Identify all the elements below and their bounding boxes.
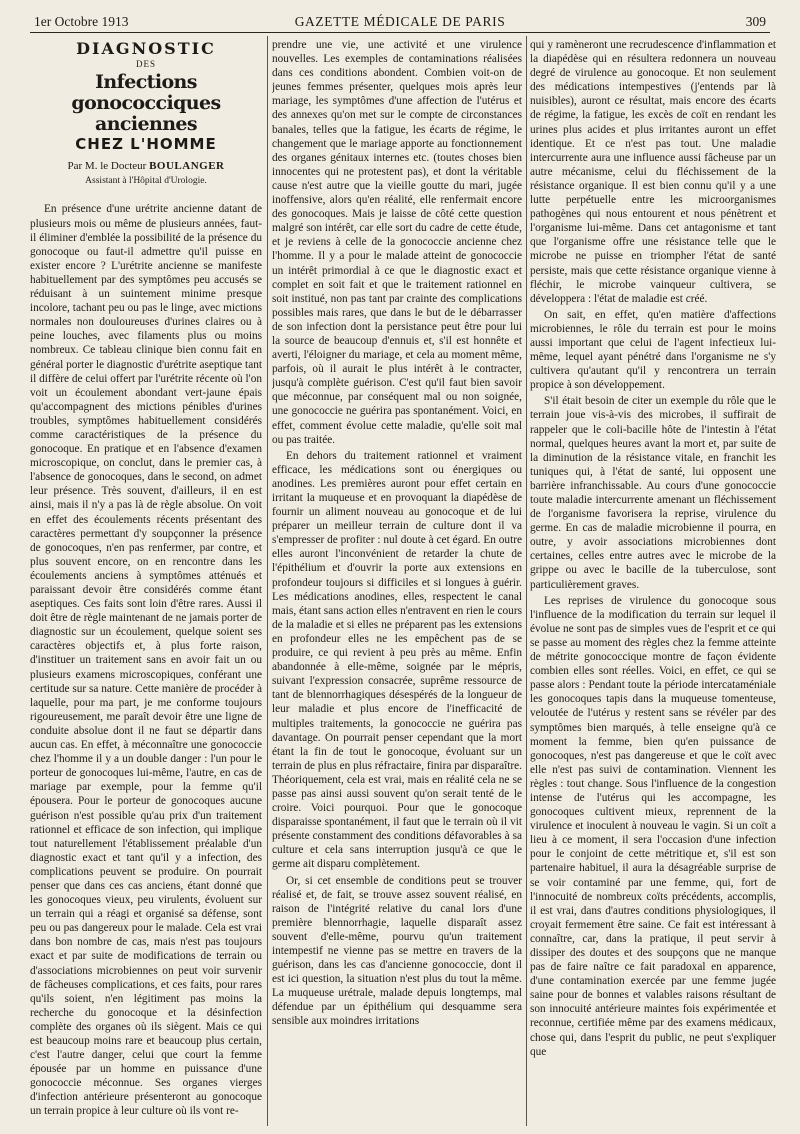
column-3 — [530, 38, 776, 1128]
column-1 — [30, 38, 262, 1128]
paragraph: En dehors du traitement rationnel et vraiment efficace, les médications sont ou énergiques ou anodines. Les premières auront pour effet certain en irritant la muqueuse et en provoquant la diapédèse de fournir un aliment nouveau au gonocoque et de lui préparer un meilleur terrain de culture dont il va s'empresser de profiter : nul doute à cet égard. En outre elles auront l'inconvénient de retarder la chute de l'épithélium et d'ouvrir la porte aux extensions en profondeur toujours si difficiles et si longues à guérir. Les médications anodines, elles, respectent le canal mais, étant sans action elles n'entravent en rien le cours de la maladie et si elles ne préparent pas les extensions en profondeur elles ne les empêchent pas de se produire, ce qui revient à peu près au même. Enfin abandonnée à elle-même, soignée par le mépris, suivant l'expression consacrée, suprême ressource de tant de blennorrhagiques désespérés de la longueur de leur maladie et plus encore de l'inefficacité de multiples traitements, la gonococcie ne guérira pas davantage. On pourrait penser cependant que la mort étant la fin de tout le gonocoque, évoluant sur un terrain de plus en plus réfractaire, finira par disparaître. Théoriquement, cela est vrai, mais en réalité cela ne se passe pas ainsi aussi souvent qu'on serait tenté de le croire. Voici pourquoi. Pour que le gonocoque disparaisse spontanément, il faut que le terrain où il vit présente constamment des conditions défavorables à sa culture et cela sans interruption jusqu'à ce que le germe ait disparu complètement. — [272, 449, 522, 871]
paragraph: S'il était besoin de citer un exemple du rôle que le terrain joue vis-à-vis des microbes, il suffirait de rappeler que le coli-bacille hôte de l'intestin à l'état normal, quelques heures avant la mort et, par suite de la diminution de la résistance vitale, en franchit les tuniques qui, à l'état de santé, lui opposent une barrière infranchissable. Au cours d'une gonococcie toute maladie intercurrente amenant un fléchissement de l'organisme favorisera la reprise, virulence du germe. En cas de maladie microbienne il pourra, en outre, y avoir associations microbiennes dont certaines, celles entre autres avec le microbe de la grippe ou avec le bacille de la tuberculose, sont particulièrement graves. — [530, 395, 776, 591]
article-des: DES — [135, 59, 156, 70]
article-author — [30, 159, 262, 173]
article-title: Infections gonococciques anciennes — [71, 71, 221, 136]
article-title-block — [30, 39, 262, 188]
paragraph: Or, si cet ensemble de conditions peut se trouver réalisé et, de fait, se trouve assez souvent réalisé, en raison de l'intégrité relative du canal lors d'une première blennorrhagie, laquelle disparaît assez souvent d'elle-même, pourvu qu'un traitement intempestif ne vienne pas se mettre en travers de la guérison, dans les cas d'ancienne gonococcie, dont il est ici question, la situation n'est plus du tout la même. La muqueuse urétrale, malade depuis longtemps, mal défendue par un épithélium qui desquamme sera sensible aux moindres irritations — [272, 874, 522, 1028]
paragraph: En présence d'une urétrite ancienne datant de plusieurs mois ou même de plusieurs années, faut-il éliminer d'emblée la possibilité de la présence du gonocoque ou faut-il admettre qu'il puisse en exister encore ? L'urétrite ancienne se manifeste habituellement par des symptômes peu accusés se réduisant à un suintement minime presque incolore, tachant peu ou pas le linge, avec mictions normales non douloureuses d'urines claires ou à peine louches, avec filaments plus ou moins nombreux. Ce tableau clinique bien connu fait en général porter le diagnostic d'urétrite aseptique tant il diffère de celui offert par l'urétrite récente où l'on voit un écoulement abondant vert-jaune épais qu'accompagnent des mictions pénibles d'urines troubles, symptômes habituellement considérés comme caractéristiques de la présence du gonocoque. En pratique et en l'absence d'examen microscopique, on conclut, dans le premier cas, à l'absence de gonocoques, dans le second, on admet leur présence. Très souvent, d'ailleurs, il en est ainsi, mais il n'y a pas là de règle absolue. On voit en effet des écoulements récents présentant des caractères permettant d'y soupçonner la présence de gonocoques, n'en pas renfermer, par contre, et plus souvent encore, on en rencontre dans les écoulements anciens à symptômes atténués et paraissant devoir être considérés comme étant aseptiques. Ces faits sont loin d'être rares. Aussi il doit être de règle maintenant de ne jamais porter de diagnostic sur un écoulement, quelque soient ses caractères objectifs et, à plus forte raison, d'instituer un traitement sans en avoir fait un ou plusieurs examens microscopiques, conférant une certitude sur sa nature. Cette manière de procéder à laquelle, pour ma part, je me conforme toujours rigoureusement, me paraît devoir être une ligne de conduite absolue dont il ne faut se départir dans aucun cas. En effet, à méconnaître une gonococcie chez l'homme il y a un double danger : l'un pour le porteur de gonocoques lui-même, l'autre, en cas de mariage par exemple, pour la femme qu'il épousera. Pour le porteur de gonocoques aucune guérison n'est possible qu'au prix d'un traitement rationnel et efficace de son infection, qui implique tout naturellement l'établissement préalable d'un diagnostic exact et tant qu'il y a infection, des complications peuvent se produire. On pourrait penser que dans ces cas anciens, étant donné que les gonocoques vieux, peu virulents, évoluent sur un terrain qui a réagi et organisé sa défense, sont peu ou pas dangereux pour le malade. Cela est vrai dans bon nombre de cas, mais n'est pas toujours exact et par suite de modifications de terrain ou d'associations microbiennes on peut voir survenir de fâcheuses complications, et ces faits, pour rares qu'ils soient, n'en légitiment pas moins la recherche du gonocoque et la désinfection complète des organes où ils siègent. Mais ce qui est beaucoup moins rare et beaucoup plus certain, c'est l'autre danger, celui que court la femme épousée par un homme en puissance d'une gonococcie méconnue. Ses organes vierges d'infection antérieure présenteront au gonocoque un terrain propice à leur culture où ils vont re- — [30, 203, 262, 1118]
column-divider-1 — [267, 36, 268, 1126]
column-2 — [272, 38, 522, 1128]
publication-name: GAZETTE MÉDICALE DE PARIS — [294, 14, 506, 29]
issue-date: 1er Octobre 1913 — [34, 14, 129, 29]
article-kicker: DIAGNOSTIC — [76, 39, 216, 58]
page-number: 309 — [745, 14, 766, 29]
author-prefix: Par M. le Docteur — [67, 160, 147, 173]
header-rule — [30, 32, 770, 33]
paragraph: prendre une vie, une activité et une virulence nouvelles. Les exemples de contaminations réalisées dans ces conditions abondent. Combien voit-on de jeunes femmes présenter, quelques mois après leur mariage, les symptômes d'une affection de l'utérus et des annexes qu'on met sur le compte de circonstances banales, telles que la fatigue, les écarts de régime, le changement que le mariage apporte au fonctionnement des organes génitaux internes etc. (toutes choses bien innocentes qui ne protestent pas), et dont la véritable cause n'est autre que la vieille goutte du mari, jugée inoffensive, alors qu'en réalité, elle renfermait encore des gonocoques. Mais je laisse de côté cette question malgré son intérêt, car elle sort du cadre de cette étude, et je reviens à celle de la gonococcie ancienne chez l'homme. Il y a pour le malade atteint de gonococcie un intérêt primordial à ce que le diagnostic exact et complet en soit fait et que le traitement rationnel en soit institué, non pas tant par crainte des complications possibles mais rares, que dans le but de le débarrasser de son infection dont la persistance peut être pour lui la source de beaucoup d'ennuis et, s'il est honnête et averti, l'éloigner du mariage, et cela au moment même, parfois, où il aurait le plus intérêt à le contracter, jusqu'à complète guérison. C'est qu'il faut bien savoir que méconnue, par conséquent mal ou non soignée, une gonococcie ne guérira pas spontanément. Voici, en effet, comment évolue cette maladie, qu'elle soit mal ou pas traitée. — [272, 39, 522, 446]
article-subtitle: CHEZ L'HOMME — [75, 135, 217, 154]
column-divider-2 — [526, 36, 527, 1126]
paragraph: On sait, en effet, qu'en matière d'affections microbiennes, le rôle du terrain est pour le moins aussi important que celui de l'agent infectieux lui-même, lequel ayant pénétré dans l'organisme ne s'y cultivera qu'autant qu'il y rencontrera un terrain propice à son développement. — [530, 308, 776, 392]
paragraph: qui y ramèneront une recrudescence d'inflammation et la diapédèse qui en résultera redonnera un nouveau degré de virulence au gonocoque. Et non seulement des médications intempestives (j'entends par là nuisibles), auront ce résultat, mais encore des écarts de régime, la fatigue, les excès de coït en rendant les urines plus acides et plus irritantes auront un effet identique. Et ce n'est pas tout. Une maladie intercurrente aura une influence aussi fâcheuse par un autre mécanisme, celui du fléchissement de la résistance organique. Il est bien connu qu'il y a une lutte perpétuelle entre les microorganismes pathogènes qui nous entourent et nous pénètrent et l'organisme lui-même. Dans cet antagonisme et tant que l'organisme offre une résistance telle que le microbe ne puisse en triompher l'état de santé persiste, mais que cette résistance organique vienne à fléchir, le microbe vainqueur cultivera, se développera : l'état de maladie est créé. — [530, 39, 776, 305]
running-head — [34, 10, 766, 32]
paragraph: Les reprises de virulence du gonocoque sous l'influence de la modification du terrain sur lequel il évolue ne sont pas de simples vues de l'esprit et ce qui se passe au moment des règles chez la femme atteinte de métrite gonococcique montre de façon évidente combien elles sont réelles. Voici, en effet, ce qui se passe alors : Pendant toute la période intercataméniale les gonocoques tapis dans la muqueuse tomenteuse, veloutée de l'utérus y restent sans se révéler par des symptômes bien marqués, à telle enseigne qu'à ce moment la femme, bien qu'en puissance de gonocoques, n'est pas dangereuse et que le coït avec elle n'est pas suivi de contamination. Viennent les règles : tout change. Sous l'influence de la congestion intense de l'utérus qui les accompagne, les gonocoques cultivent mieux, reprennent de la virulence et inoculent à nouveau le vagin. Si un coït a lieu à ce moment, il sera l'occasion d'une infection pour le conjoint de cette métritique et, s'il est son partenaire habituel, il aura la désagréable surprise de se voir contaminé par une femme, qui, fort de l'innocuité de nombreux coïts précédents, accomplis, il est vrai, dans d'autres conditions physiologiques, il croyait fermement être saine. Ce fait est intéressant à connaître, car, dans la pratique, il peut servir à dissiper des doutes et des soupçons que ne manque pas de faire naître ce fait paradoxal en apparence, d'une contamination exercée par une femme jugée saine pour de bonnes et valables raisons résultant de son innocuité antérieure maintes fois expérimentée et reconnue, certifiée même par des examens médicaux, chose qui, dans l'esprit du public, ne peut s'expliquer que — [530, 594, 776, 1058]
author-name: BOULANGER — [149, 160, 225, 173]
author-affiliation: Assistant à l'Hôpital d'Urologie. — [85, 176, 207, 187]
